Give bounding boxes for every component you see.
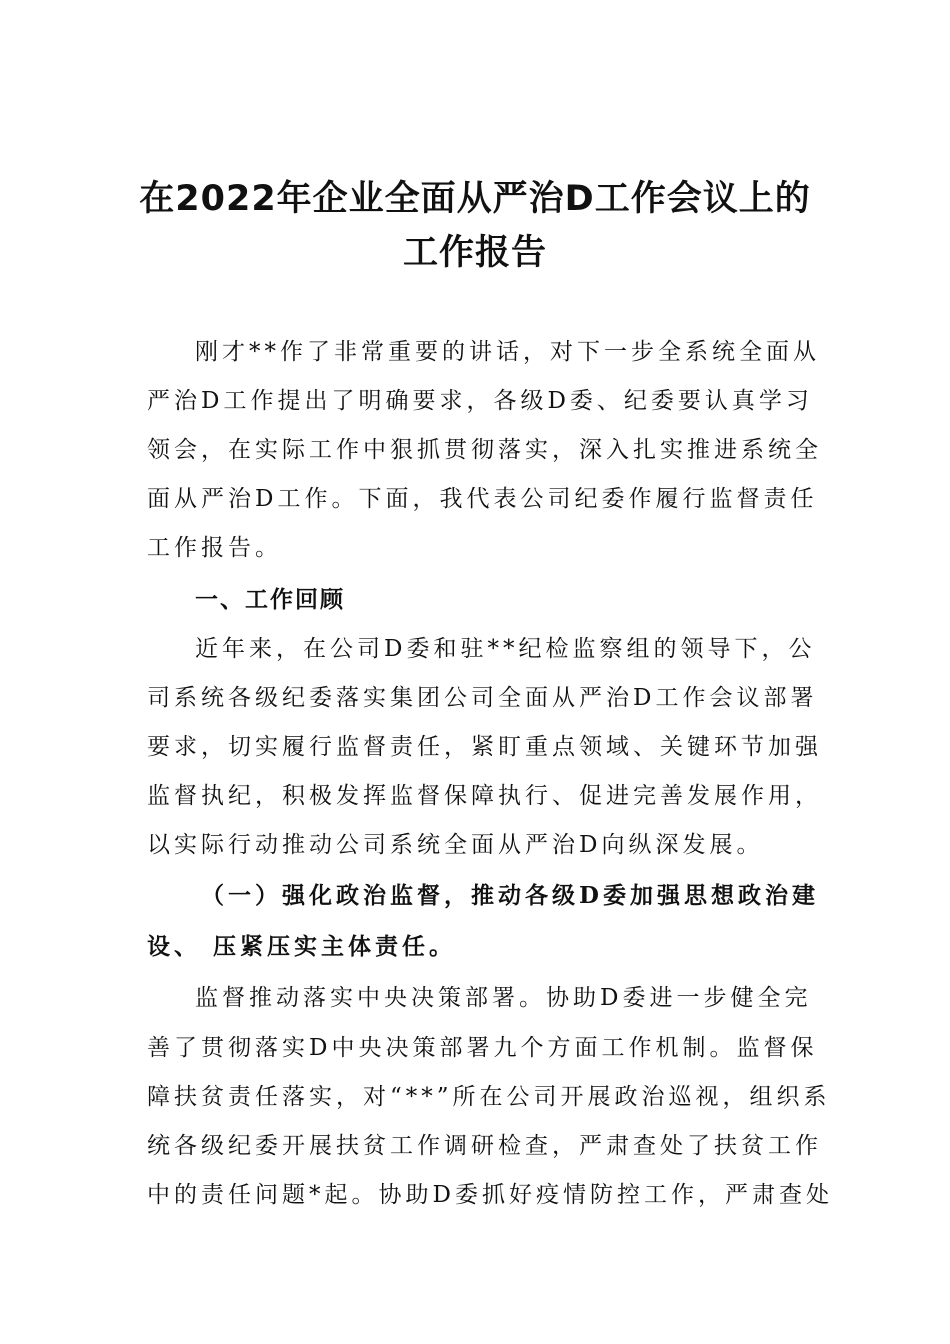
title-line-2: 工作报告 bbox=[402, 233, 547, 273]
paragraph-1-line-4: 面从严治D工作。下面，我代表公司纪委作履行监督责任 bbox=[147, 486, 818, 512]
subheading-1-line-2: 设、 压紧压实主体责任。 bbox=[147, 933, 457, 960]
paragraph-2-line-5: 以实际行动推动公司系统全面从严治D向纵深发展。 bbox=[147, 832, 764, 858]
paragraph-1-line-5: 工作报告。 bbox=[147, 535, 282, 561]
document-title bbox=[120, 172, 830, 280]
paragraph-3-line-3: 障扶贫责任落实，对“**”所在公司开展政治巡视，组织系 bbox=[147, 1084, 831, 1110]
subheading-1-line-1: （一）强化政治监督，推动各级D委加强思想政治建 bbox=[201, 882, 819, 909]
paragraph-1-line-3: 领会，在实际工作中狠抓贯彻落实，深入扎实推进系统全 bbox=[147, 437, 822, 463]
paragraph-1-line-1: 刚才**作了非常重要的讲话，对下一步全系统全面从 bbox=[195, 339, 820, 365]
title-line-1: 在2022年企业全面从严治D工作会议上的 bbox=[139, 179, 811, 219]
paragraph-3-line-5: 中的责任问题*起。协助D委抓好疫情防控工作，严肃查处 bbox=[147, 1182, 833, 1208]
paragraph-3-line-2: 善了贯彻落实D中央决策部署九个方面工作机制。监督保 bbox=[147, 1035, 818, 1061]
paragraph-2-line-1: 近年来，在公司D委和驻**纪检监察组的领导下，公 bbox=[195, 636, 816, 662]
paragraph-1-line-2: 严治D工作提出了明确要求，各级D委、纪委要认真学习 bbox=[147, 388, 813, 414]
section-heading-work-review: 一、工作回顾 bbox=[195, 587, 345, 613]
paragraph-2-line-4: 监督执纪，积极发挥监督保障执行、促进完善发展作用， bbox=[147, 783, 822, 809]
paragraph-3-line-1: 监督推动落实中央决策部署。协助D委进一步健全完 bbox=[195, 985, 812, 1011]
paragraph-2-line-2: 司系统各级纪委落实集团公司全面从严治D工作会议部署 bbox=[147, 685, 818, 711]
paragraph-3-line-4: 统各级纪委开展扶贫工作调研检查，严肃查处了扶贫工作 bbox=[147, 1133, 822, 1159]
paragraph-2-line-3: 要求，切实履行监督责任，紧盯重点领域、关键环节加强 bbox=[147, 734, 822, 760]
